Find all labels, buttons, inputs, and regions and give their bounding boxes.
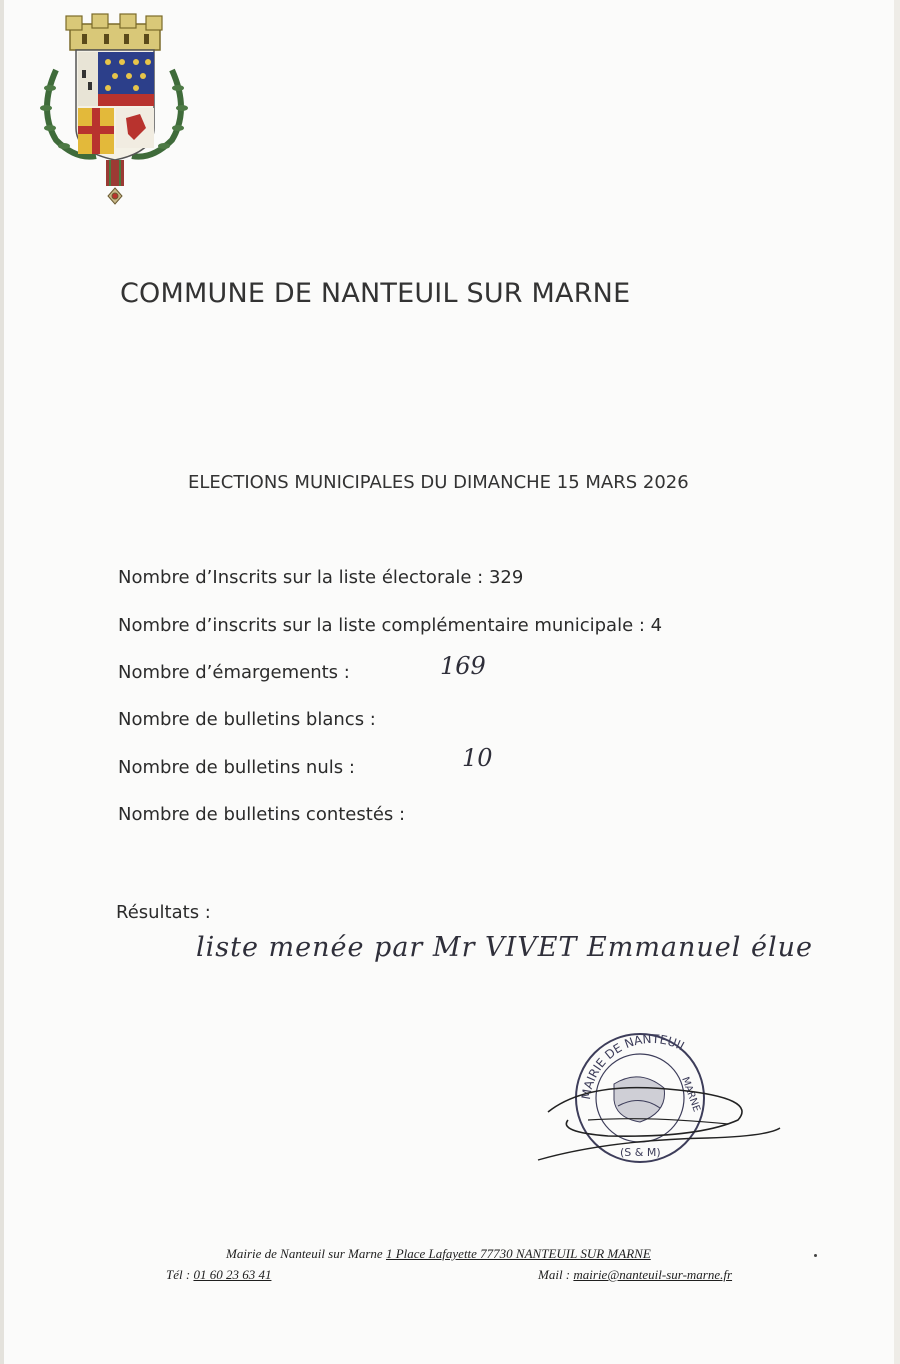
stat-contestes-label: Nombre de bulletins contestés : xyxy=(118,804,406,825)
footer-address: 1 Place Lafayette 77730 NANTEUIL SUR MARNE xyxy=(385,1246,651,1261)
svg-text:(S & M): (S & M) xyxy=(620,1146,661,1159)
stat-nuls-handwritten-value: 10 xyxy=(462,744,493,772)
commune-title: COMMUNE DE NANTEUIL SUR MARNE xyxy=(120,278,631,309)
results-label: Résultats : xyxy=(116,902,211,923)
stat-emargements-handwritten-value: 169 xyxy=(440,652,486,680)
footer-dot xyxy=(814,1254,817,1257)
election-title: ELECTIONS MUNICIPALES DU DIMANCHE 15 MARS 2026 xyxy=(188,472,689,493)
stat-nuls-label: Nombre de bulletins nuls : xyxy=(118,757,355,778)
page-edge-right xyxy=(894,0,900,1364)
stat-blancs-label: Nombre de bulletins blancs : xyxy=(118,709,376,730)
footer-mail-label: Mail : xyxy=(538,1267,571,1282)
footer-phone-line xyxy=(166,1267,271,1283)
footer-mail-link[interactable]: mairie@nanteuil-sur-marne.fr xyxy=(573,1267,733,1282)
page-edge-left xyxy=(0,0,4,1364)
footer-mail-line xyxy=(538,1267,732,1283)
footer-mairie-name: Mairie de Nanteuil sur Marne xyxy=(226,1246,383,1261)
footer-tel: 01 60 23 63 41 xyxy=(193,1267,272,1282)
footer-address-line xyxy=(226,1246,651,1262)
mairie-stamp-with-signature-icon xyxy=(528,1020,788,1190)
svg-text:MARNE: MARNE xyxy=(679,1075,702,1114)
footer-tel-label: Tél : xyxy=(166,1267,191,1282)
stat-emargements-label: Nombre d’émargements : xyxy=(118,662,350,683)
stat-inscrits-complementaire: Nombre d’inscrits sur la liste complémentaire municipale : 4 xyxy=(118,615,663,636)
results-handwritten-text: liste menée par Mr VIVET Emmanuel élue xyxy=(196,932,813,963)
stat-inscrits-electorale: Nombre d’Inscrits sur la liste électorale : 329 xyxy=(118,567,524,588)
municipal-coat-of-arms-icon xyxy=(36,10,192,215)
svg-text:MAIRIE DE NANTEUIL: MAIRIE DE NANTEUIL xyxy=(578,1031,690,1101)
